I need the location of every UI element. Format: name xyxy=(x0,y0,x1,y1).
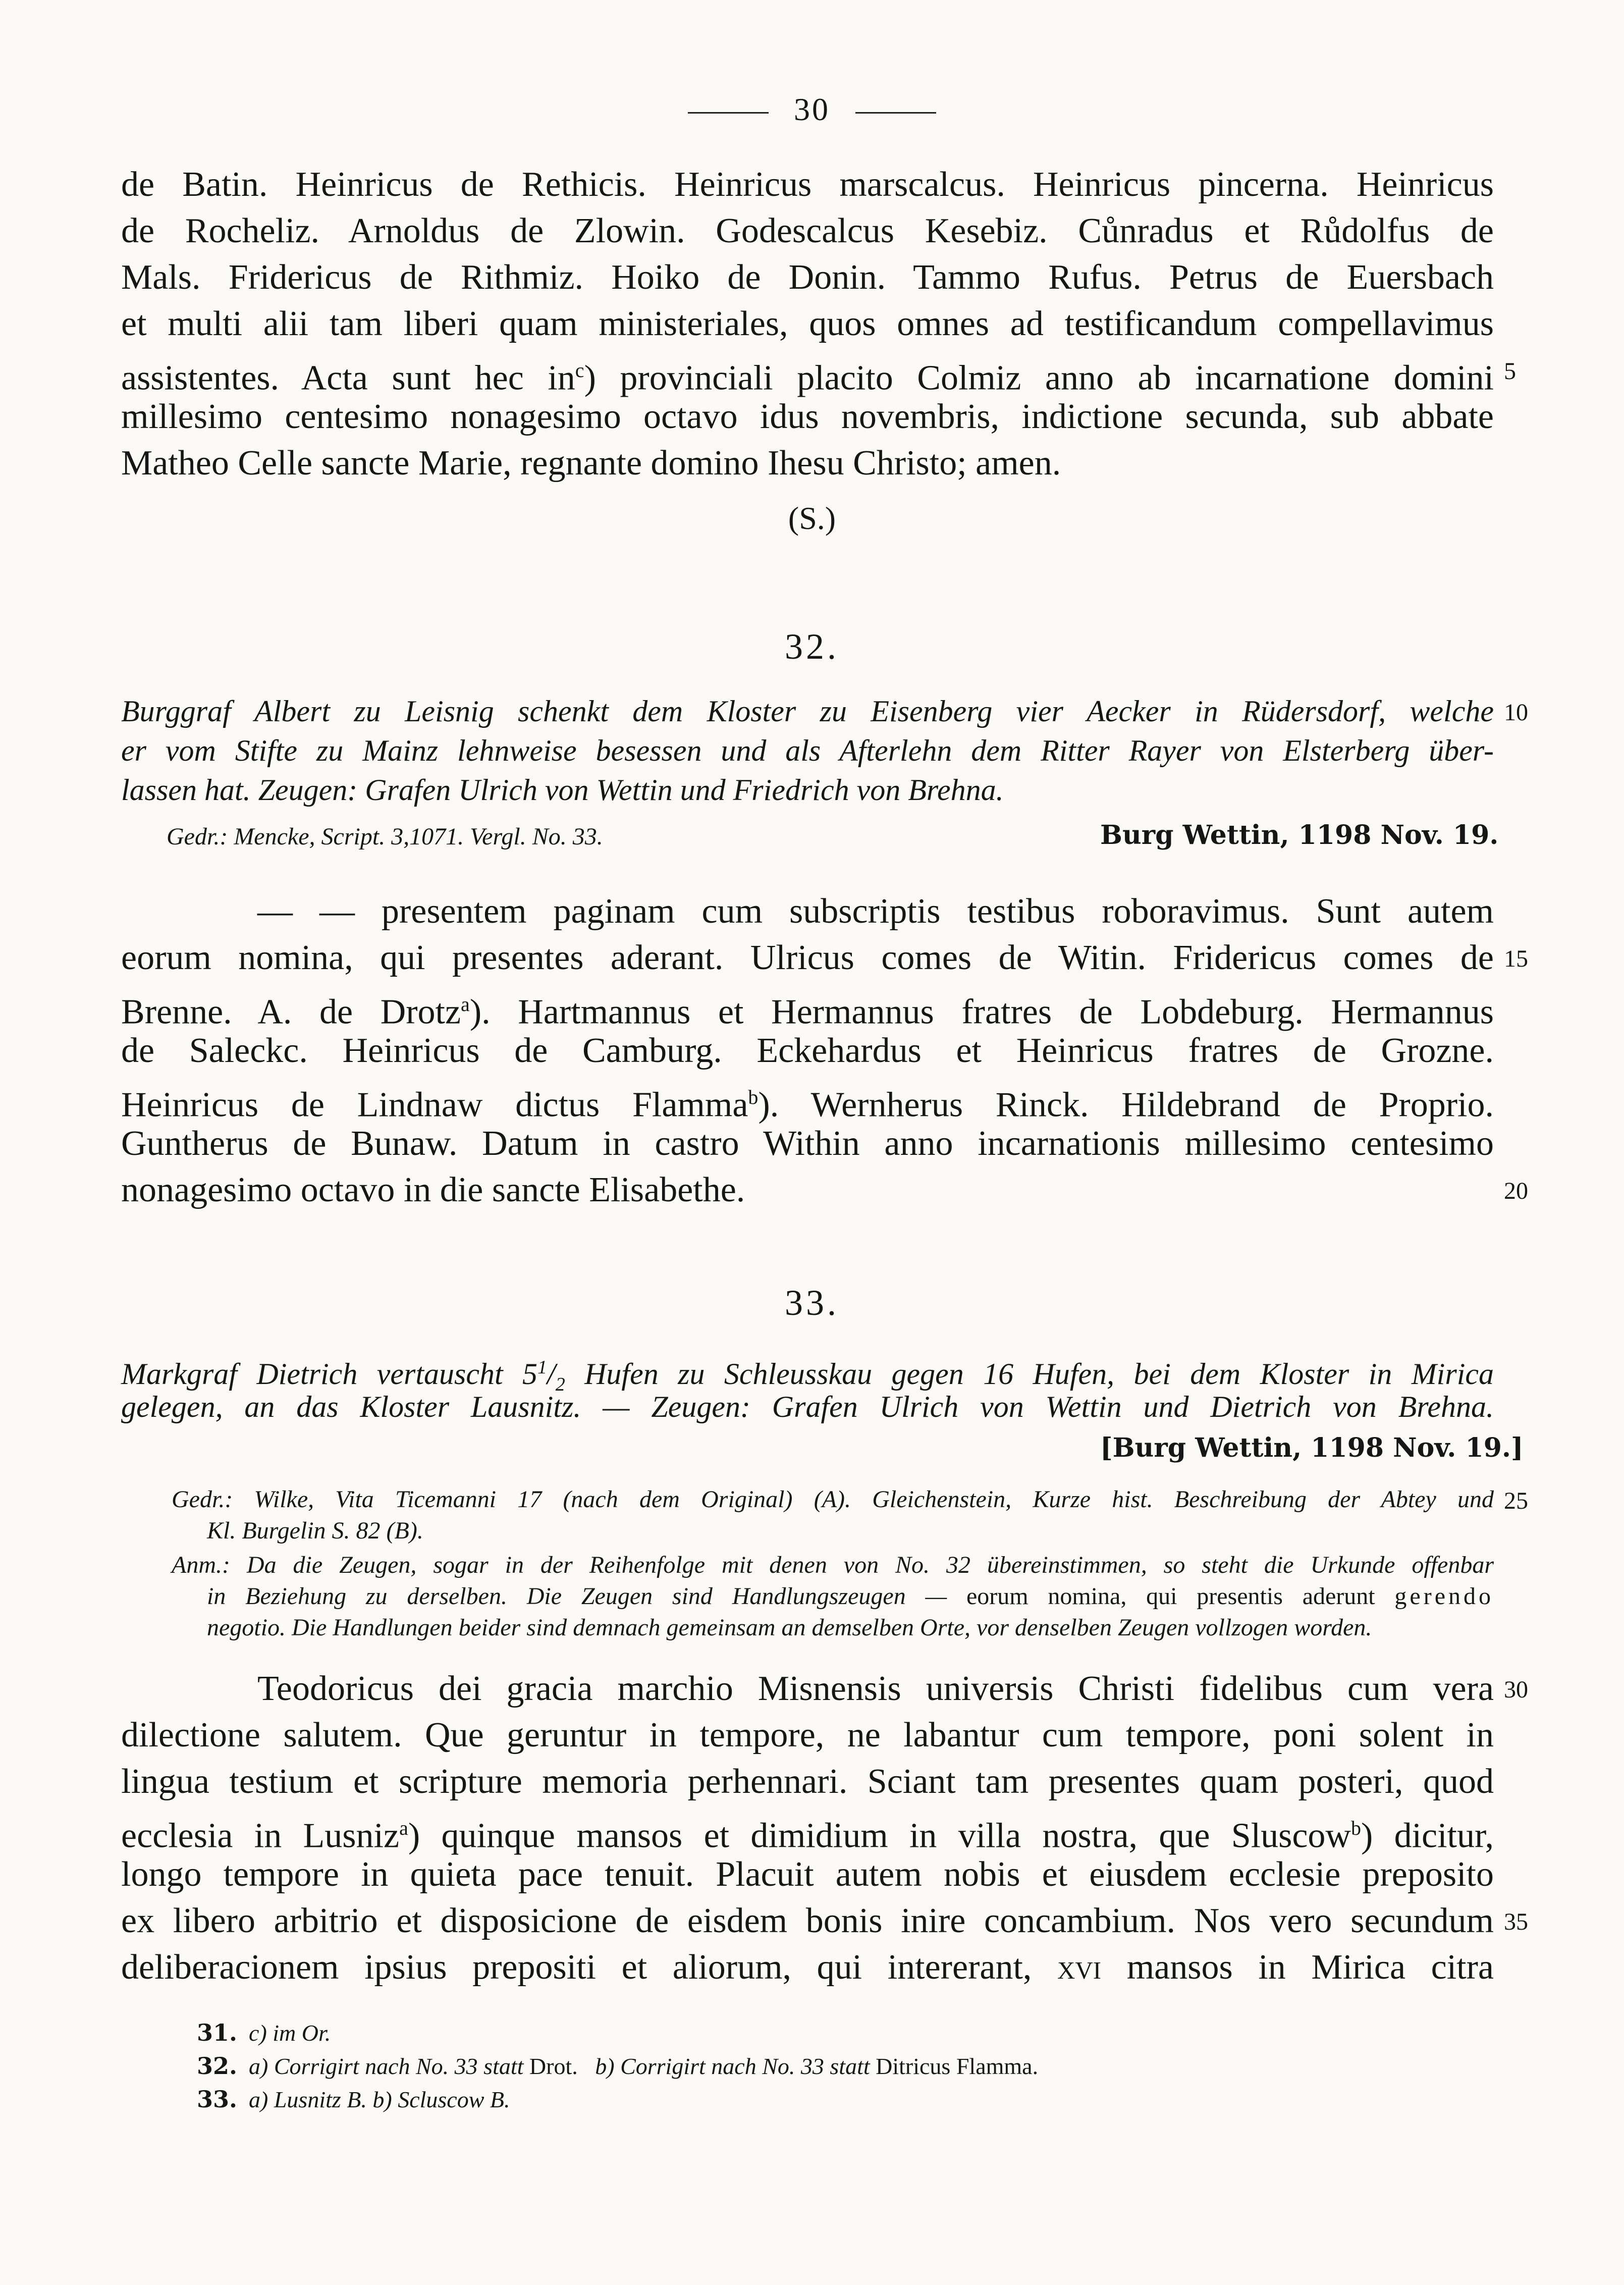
text-line: millesimo centesimo nonagesimo octavo idus novembris, indictione secunda, sub abbate xyxy=(121,397,1494,436)
print-reference: Kl. Burgelin S. 82 (B). xyxy=(207,1517,423,1544)
text-line: assistentes. Acta sunt hec $in^c$) provinciali placito Colmiz anno ab incarnatione domini xyxy=(121,358,1494,398)
line-number: 30 xyxy=(1504,1676,1528,1703)
footnote: 32. a) Corrigirt nach No. 33 statt Drot. b) Corrigirt nach No. 33 statt Ditricus Flamma. xyxy=(197,2052,1039,2080)
footnote-marker: b xyxy=(1350,1817,1361,1839)
text-line: Heinricus de Lindnaw dictus Flamma$^b$). Wernherus Rinck. Hildebrand de Proprio. xyxy=(121,1085,1494,1125)
text-line: Brenne. A. de Drotz$^a$). Hartmannus et Hermannus fratres de Lobdeburg. Hermannus xyxy=(121,992,1494,1032)
footnote-marker: b xyxy=(748,1086,759,1108)
line-number: 35 xyxy=(1504,1908,1528,1935)
print-reference: Gedr.: Mencke, Script. 3,1071. Vergl. No. 33. xyxy=(167,823,603,850)
footnote-marker: c xyxy=(575,359,584,382)
text-line: — — presentem paginam cum subscriptis testibus roboravimus. Sunt autem xyxy=(257,892,1494,931)
regest-line: Burggraf Albert zu Leisnig schenkt dem Kloster zu Eisenberg vier Aecker in Rüdersdorf, welche xyxy=(121,695,1494,728)
print-reference: Gedr.: Wilke, Vita Ticemanni 17 (nach dem Original) (A). Gleichenstein, Kurze hist. Beschreibung der Abtey und xyxy=(172,1486,1494,1513)
text-line: de Rocheliz. Arnoldus de Zlowin. Godescalcus Kesebiz. Cůnradus et Růdolfus de xyxy=(121,211,1494,250)
text-line: dilectione salutem. Que geruntur in tempore, ne labantur cum tempore, poni solent in xyxy=(121,1716,1494,1755)
text-line: Guntherus de Bunaw. Datum in castro Within anno incarnationis millesimo centesimo xyxy=(121,1124,1494,1163)
document-number: 33. xyxy=(785,1283,839,1323)
footnote: 31. c) im Or. xyxy=(197,2019,331,2046)
text-line: nonagesimo octavo in die sancte Elisabethe. xyxy=(121,1171,745,1209)
text-line: de Saleckc. Heinricus de Camburg. Eckehardus et Heinricus fratres de Grozne. xyxy=(121,1031,1494,1070)
text-line: lingua testium et scripture memoria perhennari. Sciant tam presentes quam posteri, quod xyxy=(121,1762,1494,1801)
regest-line: er vom Stifte zu Mainz lehnweise besessen und als Afterlehn dem Ritter Rayer von Elsterberg über- xyxy=(121,734,1494,767)
regest-line: gelegen, an das Kloster Lausnitz. — Zeugen: Grafen Ulrich von Wettin und Dietrich von Brehna. xyxy=(121,1390,1494,1423)
text-line: ex libero arbitrio et disposicione de eisdem bonis inire concambium. Nos vero secundum xyxy=(121,1901,1494,1940)
annotation-line: in Beziehung zu derselben. Die Zeugen sind Handlungszeugen — eorum nomina, qui presentis aderunt gerendo xyxy=(207,1583,1494,1610)
footnote-marker: a xyxy=(399,1817,408,1839)
text-line: Matheo Celle sancte Marie, regnante domino Ihesu Christo; amen. xyxy=(121,444,1061,483)
regest-line: Markgraf Dietrich vertauscht $5^1/_2$ Hufen zu Schleusskau gegen 16 Hufen, bei dem Kloster in Mirica xyxy=(121,1357,1494,1395)
text-line: ecclesia in Lusniz$^a$) quinque mansos et dimidium in villa nostra, que Sluscow$^b$) dicitur, xyxy=(121,1816,1494,1855)
text-line: Mals. Fridericus de Rithmiz. Hoiko de Donin. Tammo Rufus. Petrus de Euersbach xyxy=(121,258,1494,297)
page-number-rule-right xyxy=(855,112,936,114)
text-line: deliberacionem ipsius prepositi et aliorum, qui intererant, xvi mansos in Mirica citra xyxy=(121,1948,1494,1987)
text-line: longo tempore in quieta pace tenuit. Placuit autem nobis et eiusdem ecclesie preposito xyxy=(121,1855,1494,1894)
regest-line: lassen hat. Zeugen: Grafen Ulrich von Wettin und Friedrich von Brehna. xyxy=(121,773,1004,807)
page-number-rule-left xyxy=(688,112,769,114)
line-number: 10 xyxy=(1504,699,1528,726)
line-number: 15 xyxy=(1504,945,1528,972)
text-line: Teodoricus dei gracia marchio Misnensis universis Christi fidelibus cum vera xyxy=(257,1669,1494,1708)
line-number: 25 xyxy=(1504,1487,1528,1514)
page-number: 30 xyxy=(0,91,1624,128)
seal-mark: (S.) xyxy=(788,500,836,536)
text-line: de Batin. Heinricus de Rethicis. Heinricus marscalcus. Heinricus pincerna. Heinricus xyxy=(121,165,1494,204)
text-line: eorum nomina, qui presentes aderant. Ulricus comes de Witin. Fridericus comes de xyxy=(121,938,1494,977)
annotation-line: negotio. Die Handlungen beider sind demnach gemeinsam an demselben Orte, vor denselben Zeugen vollzogen worden. xyxy=(207,1614,1372,1641)
line-number: 20 xyxy=(1504,1178,1528,1204)
footnote: 33. a) Lusnitz B. b) Scluscow B. xyxy=(197,2086,510,2113)
text-line: et multi alii tam liberi quam ministeriales, quos omnes ad testificandum compellavimus xyxy=(121,304,1494,343)
place-date: [Burg Wettin, 1198 Nov. 19.] xyxy=(1100,1432,1524,1463)
footnote-marker: a xyxy=(461,993,470,1016)
document-number: 32. xyxy=(785,626,839,667)
place-date: Burg Wettin, 1198 Nov. 19. xyxy=(1100,820,1499,851)
line-number: 5 xyxy=(1504,358,1516,385)
annotation-line: Anm.: Da die Zeugen, sogar in der Reihenfolge mit denen von No. 32 übereinstimmen, so steht die Urkunde offenbar xyxy=(172,1552,1494,1578)
